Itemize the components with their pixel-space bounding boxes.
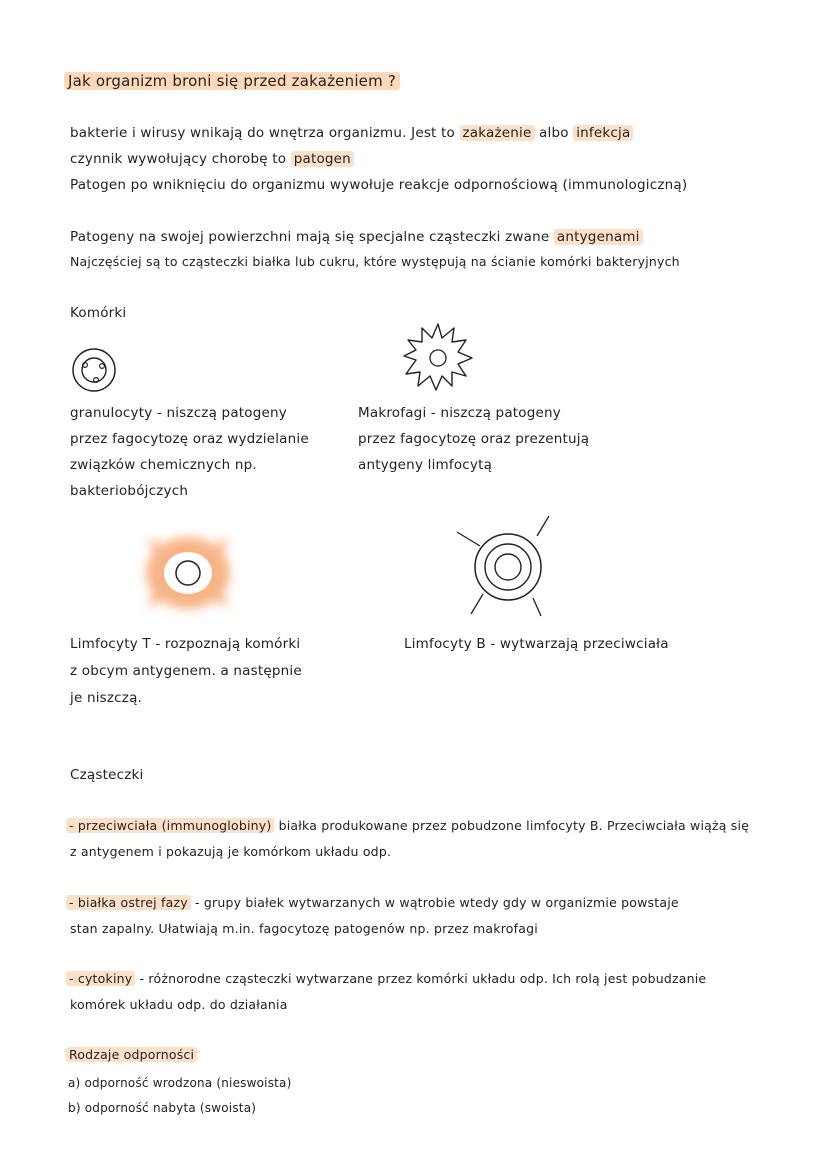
particle-1-line-2: z antygenem i pokazują je komórkom układu odp. xyxy=(70,844,392,859)
antigens-line-1: Patogeny na swojej powierzchni mają się specjalne cząsteczki zwane antygenami xyxy=(70,228,643,246)
limfocyty-b-text: Limfocyty B - wytwarzają przeciwciała xyxy=(404,636,669,652)
highlight-infekcja: infekcja xyxy=(573,125,633,141)
granulocyty-line-2: przez fagocytozę oraz wydzielanie xyxy=(70,431,309,447)
highlight-patogen: patogen xyxy=(291,151,354,167)
highlight-przeciwciala: - przeciwciała (immunoglobiny) xyxy=(66,818,274,833)
particles-heading: Cząsteczki xyxy=(70,767,144,783)
limfocyty-t-line-3: je niszczą. xyxy=(70,690,143,706)
granulocyty-line-1: granulocyty - niszczą patogeny xyxy=(70,405,287,421)
granulocyte-icon xyxy=(69,345,119,395)
particle-3-line-1: - cytokiny - różnorodne cząsteczki wytwarzane przez komórki układu odp. Ich rolą jest pobudzanie xyxy=(66,970,706,988)
highlight-zakazenie: zakażenie xyxy=(460,125,535,141)
limfocyty-t-line-1: Limfocyty T - rozpoznają komórki xyxy=(70,636,301,652)
limfocyty-t-line-2: z obcym antygenem. a następnie xyxy=(70,663,302,679)
intro-line-1: bakterie i wirusy wnikają do wnętrza organizmu. Jest to zakażenie albo infekcja xyxy=(70,124,633,142)
antigens-line-2: Najczęściej są to cząsteczki białka lub cukru, które występują na ścianie komórki bakteryjnych xyxy=(70,254,680,269)
particle-1-line-1: - przeciwciała (immunoglobiny) białka produkowane przez pobudzone limfocyty B. Przeciwciała wiążą się xyxy=(66,817,749,835)
makrofagi-line-1: Makrofagi - niszczą patogeny xyxy=(358,405,561,421)
highlight-cytokiny: - cytokiny xyxy=(66,971,135,986)
immunity-item-b: b) odporność nabyta (swoista) xyxy=(68,1101,257,1115)
immunity-heading: Rodzaje odporności xyxy=(66,1046,197,1064)
t-lymphocyte-icon xyxy=(133,523,243,623)
particle-3-line-2: komórek układu odp. do działania xyxy=(70,997,288,1012)
intro-line-3: Patogen po wniknięciu do organizmu wywołuje reakcje odpornościową (immunologiczną) xyxy=(70,177,688,193)
makrofagi-line-2: przez fagocytozę oraz prezentują xyxy=(358,431,590,447)
immunity-item-a: a) odporność wrodzona (nieswoista) xyxy=(68,1076,292,1090)
intro-line-2: czynnik wywołujący chorobę to patogen xyxy=(70,150,354,168)
granulocyty-line-4: bakteriobójczych xyxy=(70,483,189,499)
cells-heading: Komórki xyxy=(70,305,127,321)
highlight-antygenami: antygenami xyxy=(554,229,643,245)
particle-2-line-2: stan zapalny. Ułatwiają m.in. fagocytozę patogenów np. przez makrofagi xyxy=(70,921,538,936)
particle-2-line-1: - białka ostrej fazy - grupy białek wytwarzanych w wątrobie wtedy gdy w organizmie powstaje xyxy=(66,894,679,912)
granulocyty-line-3: związków chemicznych np. xyxy=(70,457,257,473)
macrophage-icon xyxy=(398,322,478,394)
highlight-bialka-ostrej-fazy: - białka ostrej fazy xyxy=(66,895,191,910)
b-lymphocyte-icon xyxy=(453,510,563,620)
page-title: Jak organizm broni się przed zakażeniem ? xyxy=(64,72,400,90)
makrofagi-line-3: antygeny limfocytą xyxy=(358,457,493,473)
